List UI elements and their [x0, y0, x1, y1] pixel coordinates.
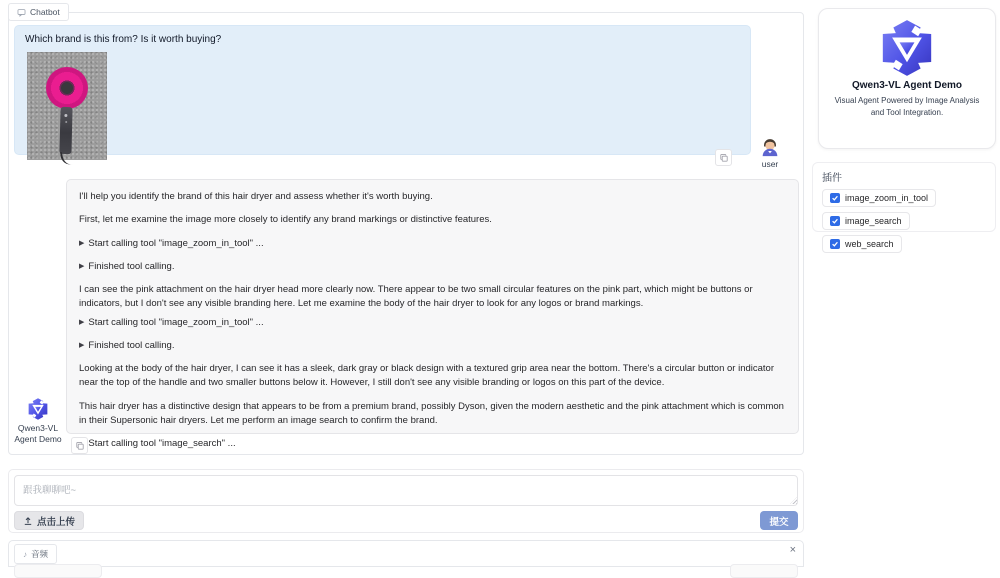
upload-icon	[23, 516, 33, 526]
copy-icon	[719, 153, 729, 163]
plugins-label: 插件	[822, 173, 842, 184]
chatbot-panel-label	[8, 3, 69, 21]
user-message-bubble	[14, 25, 751, 155]
assistant-avatar-name-line2: Agent Demo	[14, 433, 62, 444]
chatbot-panel	[8, 7, 804, 455]
brand-subtitle: Visual Agent Powered by Image Analysis and Tool Integration.	[834, 96, 980, 117]
triangle-right-icon: ▶	[79, 262, 85, 270]
plugin-checkbox-group	[822, 189, 986, 253]
plugin-checkbox-image-zoom-in-tool[interactable]	[822, 189, 936, 207]
checkbox-checked-icon	[830, 216, 840, 226]
brand-title: Qwen3-VL Agent Demo	[851, 80, 962, 91]
assistant-paragraph: First, let me examine the image more closely to identify any brand markings or distinctive features.	[79, 214, 492, 226]
audio-record-button-cutoff[interactable]	[14, 564, 102, 578]
audio-secondary-button-cutoff[interactable]	[730, 564, 798, 578]
user-avatar-icon	[759, 135, 781, 157]
assistant-avatar-block	[11, 397, 65, 444]
assistant-avatar-name-line1: Qwen3-VL	[17, 423, 59, 433]
assistant-paragraph: I can see the pink attachment on the hair dryer head more clearly now. There appear to be two small circular features on the pink part, which might be buttons or indicators, but I don't see any visible branding here. Let me examine the body of the hair dryer to look for any logos or brand markings.	[79, 284, 753, 310]
hair-dryer-head	[46, 67, 88, 109]
tool-call-text: Start calling tool "image_zoom_in_tool" ...	[88, 237, 264, 249]
tool-call-summary[interactable]	[79, 339, 786, 353]
assistant-message-bubble	[66, 179, 799, 449]
plugin-checkbox-web-search[interactable]	[822, 235, 902, 253]
tool-call-summary[interactable]	[79, 316, 786, 330]
audio-panel-label-text: 音频	[31, 549, 49, 559]
tool-call-summary[interactable]	[79, 437, 786, 451]
chat-input[interactable]	[14, 475, 798, 506]
plugin-label: web_search	[845, 239, 894, 249]
tool-call-summary[interactable]	[79, 237, 786, 251]
submit-button[interactable]: 提交	[760, 511, 798, 530]
plugin-label: image_zoom_in_tool	[845, 193, 929, 203]
tool-call-text: Start calling tool "image_zoom_in_tool" ...	[88, 316, 264, 328]
copy-user-message-button[interactable]	[715, 149, 732, 166]
chat-icon	[17, 8, 26, 17]
plugins-panel	[812, 162, 996, 249]
tool-call-text: Start calling tool "image_search" ...	[88, 438, 236, 449]
plugin-checkbox-image-search[interactable]	[822, 212, 910, 230]
copy-icon	[75, 441, 85, 451]
audio-panel-label	[14, 544, 57, 564]
audio-panel	[8, 540, 804, 567]
upload-button[interactable]	[14, 511, 84, 530]
qwen-logo-icon	[26, 397, 50, 421]
close-icon[interactable]: ×	[789, 544, 796, 556]
user-avatar-block	[750, 135, 790, 170]
plugin-label: image_search	[845, 216, 902, 226]
brand-card	[818, 8, 996, 149]
assistant-paragraph: This hair dryer has a distinctive design that appears to be from a premium brand, possibly Dyson, given the modern aesthetic and the pink attachment which is common in their Supersonic hair dryers. Let me perform an image search to confirm the brand.	[79, 400, 784, 426]
hair-dryer-handle	[59, 107, 72, 154]
qwen-logo	[876, 17, 938, 79]
user-question-text: Which brand is this from? Is it worth buying?	[25, 34, 222, 45]
tool-call-text: Finished tool calling.	[88, 260, 175, 272]
assistant-paragraph: Looking at the body of the hair dryer, I can see it has a sleek, dark gray or black design with a textured grip area near the bottom. There's a circular button or indicator near the top of the handle and two smaller buttons below it. However, I still don't see any visible branding or logos on this part of the device.	[79, 363, 774, 389]
input-group	[8, 469, 804, 533]
triangle-right-icon: ▶	[79, 318, 85, 326]
triangle-right-icon: ▶	[79, 341, 85, 349]
tool-call-summary[interactable]	[79, 260, 786, 274]
chatbot-panel-label-text: Chatbot	[30, 7, 60, 17]
assistant-paragraph: I'll help you identify the brand of this hair dryer and assess whether it's worth buying.	[79, 191, 433, 202]
user-avatar-name: user	[761, 159, 779, 169]
user-uploaded-image[interactable]	[27, 52, 107, 160]
tool-call-text: Finished tool calling.	[88, 339, 175, 351]
checkbox-checked-icon	[830, 193, 840, 203]
music-note-icon: ♪	[23, 549, 27, 559]
triangle-right-icon: ▶	[79, 239, 85, 247]
checkbox-checked-icon	[830, 239, 840, 249]
hair-dryer-cord	[60, 150, 76, 166]
upload-button-label: 点击上传	[37, 516, 76, 528]
copy-assistant-message-button[interactable]	[71, 437, 88, 454]
